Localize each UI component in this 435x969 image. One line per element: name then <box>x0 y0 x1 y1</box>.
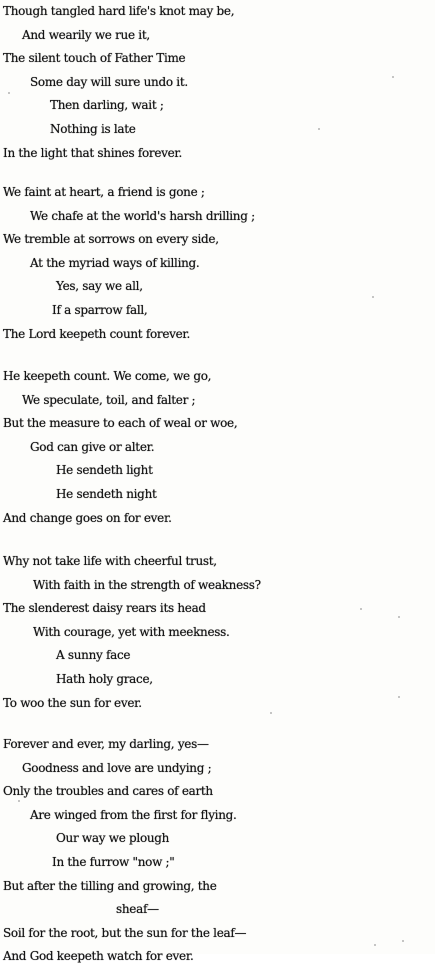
poem-line: We chafe at the world's harsh drilling ; <box>30 208 255 223</box>
poem-line: He keepeth count. We come, we go, <box>3 369 212 383</box>
stanza-3 <box>0 365 435 530</box>
poem-line: If a sparrow fall, <box>52 302 148 317</box>
print-speck <box>18 800 20 802</box>
print-speck <box>318 128 320 130</box>
poem-line: Forever and ever, my darling, yes— <box>3 737 209 751</box>
poem-line: sheaf— <box>116 902 159 917</box>
poem-line: Our way we plough <box>56 831 170 846</box>
stanza-4 <box>0 550 435 715</box>
poem-line: But the measure to each of weal or woe, <box>3 416 238 431</box>
poem-line: And change goes on for ever. <box>3 510 172 525</box>
print-speck <box>360 608 362 610</box>
poem-line: A sunny face <box>56 648 131 663</box>
poem-line: We speculate, toil, and falter ; <box>22 392 196 407</box>
poem-line: To woo the sun for ever. <box>3 695 142 710</box>
print-speck <box>398 696 400 698</box>
poem-line: With courage, yet with meekness. <box>33 624 230 639</box>
poem-line: And God keepeth watch for ever. <box>3 949 194 964</box>
poem-line: Goodness and love are undying ; <box>22 760 212 775</box>
poem-line: In the light that shines forever. <box>3 145 183 160</box>
poem-line: Hath holy grace, <box>56 671 153 686</box>
poem-line: He sendeth light <box>56 463 153 478</box>
print-speck <box>398 616 400 618</box>
poem-line: We tremble at sorrows on every side, <box>3 232 219 247</box>
poem-line: God can give or alter. <box>30 439 155 454</box>
poem-line: And wearily we rue it, <box>22 27 150 42</box>
poem-line: The Lord keepeth count forever. <box>3 326 191 341</box>
stanza-1 <box>0 0 435 165</box>
print-speck <box>372 296 374 298</box>
poem-line: Some day will sure undo it. <box>30 74 188 89</box>
poem-line: The silent touch of Father Time <box>3 51 186 66</box>
poem-line: He sendeth night <box>56 486 157 501</box>
poem-line: Then darling, wait ; <box>50 98 164 113</box>
poem-line: With faith in the strength of weakness? <box>33 577 261 592</box>
poem-line: Why not take life with cheerful trust, <box>3 554 217 568</box>
poem-line: The slenderest daisy rears its head <box>3 601 206 616</box>
poem-line: Only the troubles and cares of earth <box>3 784 213 799</box>
poem-line: In the furrow "now ;" <box>52 854 175 869</box>
poem-line: Nothing is late <box>50 121 136 136</box>
poem-line: Though tangled hard life's knot may be, <box>3 4 235 18</box>
poem-line: But after the tilling and growing, the <box>3 878 217 893</box>
print-speck <box>392 76 394 78</box>
print-speck <box>270 712 272 714</box>
stanza-5 <box>0 733 435 969</box>
poem-line: Yes, say we all, <box>56 279 143 294</box>
poem-line: Are winged from the first for flying. <box>30 807 237 822</box>
poem-line: Soil for the root, but the sun for the leaf— <box>3 925 247 940</box>
print-speck <box>402 940 404 942</box>
print-speck <box>374 944 376 946</box>
poem-line: At the myriad ways of killing. <box>30 255 200 270</box>
print-speck <box>8 92 10 94</box>
stanza-2 <box>0 181 435 346</box>
poem-line: We faint at heart, a friend is gone ; <box>3 185 205 199</box>
